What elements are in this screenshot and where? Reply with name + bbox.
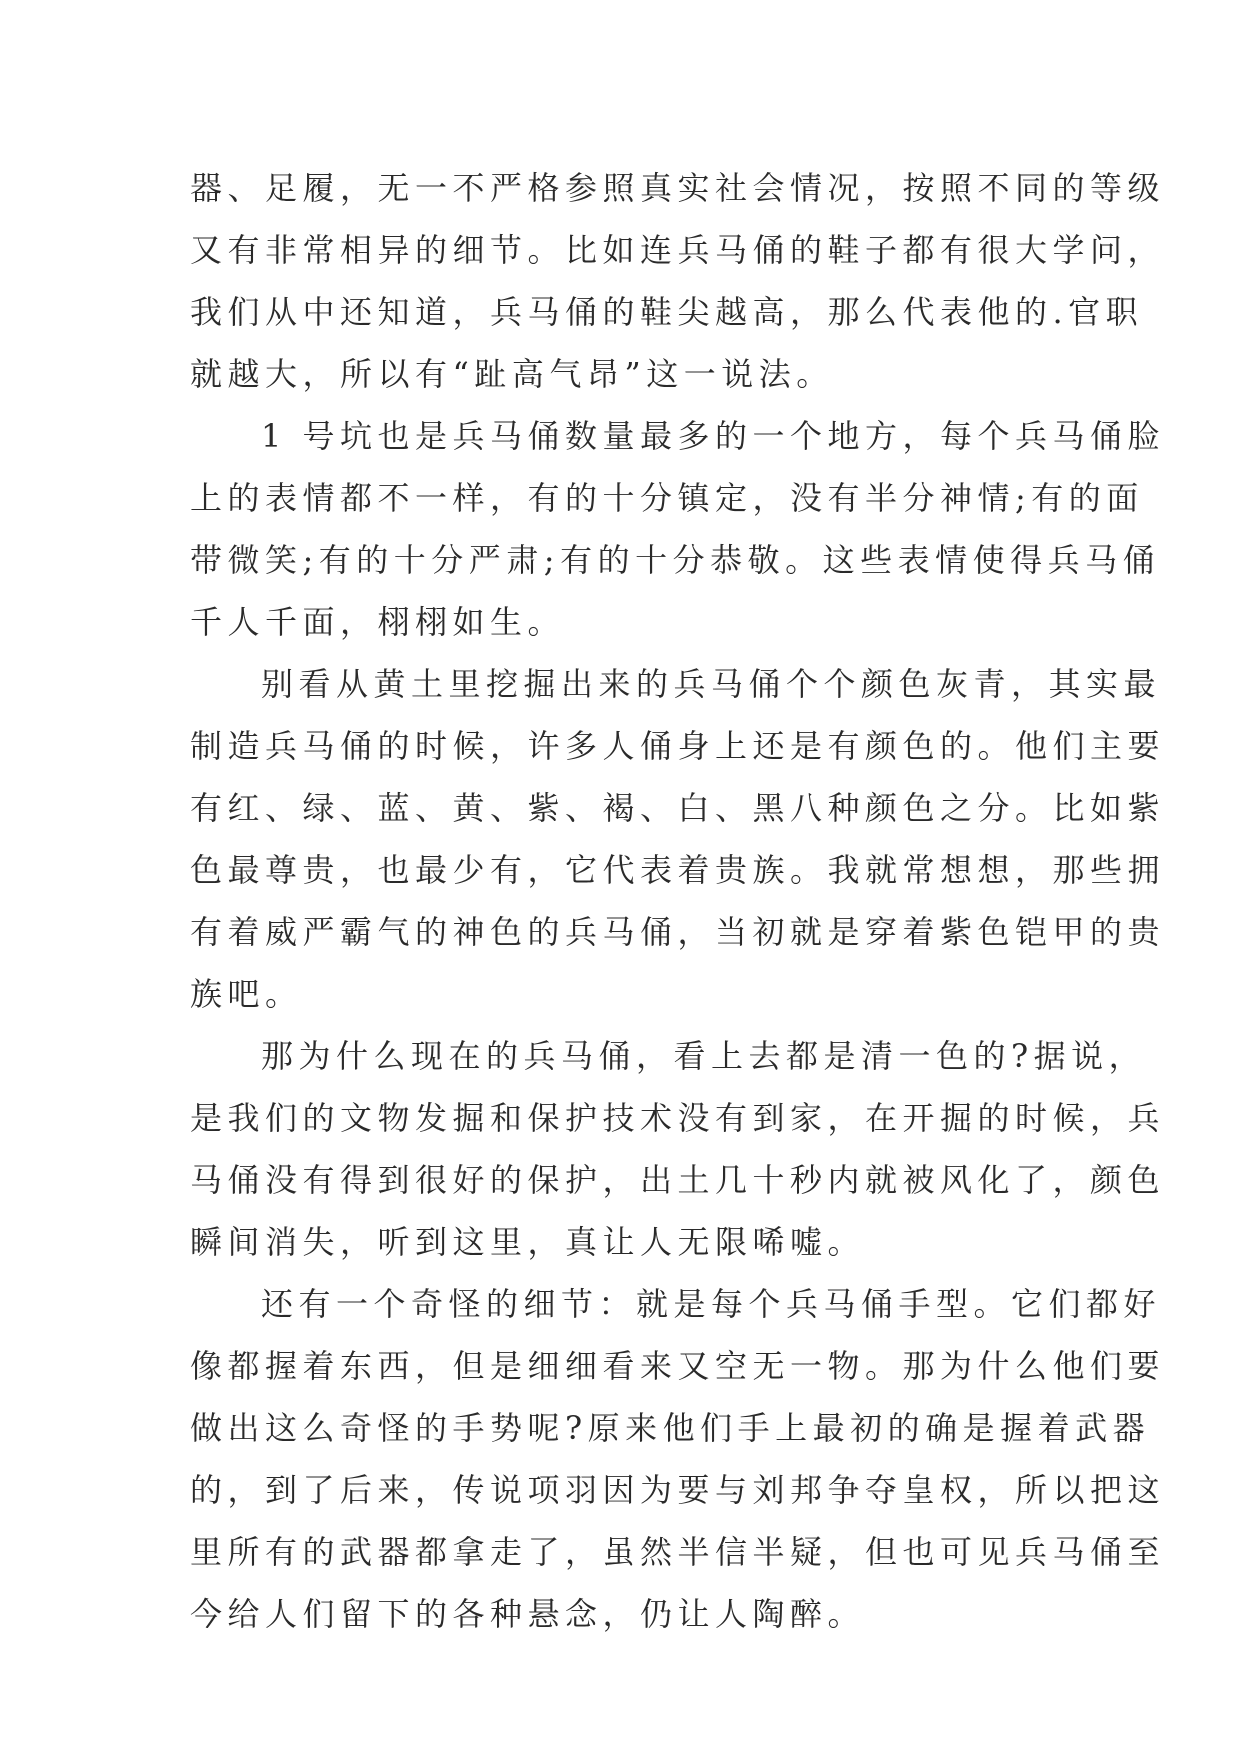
text-line: 有着威严霸气的神色的兵马俑，当初就是穿着紫色铠甲的贵 [190, 913, 1166, 951]
paragraph-2 [190, 405, 1166, 653]
text-line: 又有非常相异的细节。比如连兵马俑的鞋子都有很大学问， [190, 231, 1166, 269]
document-body [190, 157, 1166, 1645]
text-line: 器、足履，无一不严格参照真实社会情况，按照不同的等级 [190, 169, 1166, 207]
text-line: 别看从黄土里挖掘出来的兵马俑个个颜色灰青，其实最 [261, 665, 1162, 703]
paragraph-3 [190, 653, 1166, 1025]
text-line: 像都握着东西，但是细细看来又空无一物。那为什么他们要 [190, 1347, 1166, 1385]
text-line: 的，到了后来，传说项羽因为要与刘邦争夺皇权，所以把这 [190, 1471, 1166, 1509]
text-line: 我们从中还知道，兵马俑的鞋尖越高，那么代表他的.官职 [190, 293, 1144, 331]
text-line: 那为什么现在的兵马俑，看上去都是清一色的?据说， [261, 1037, 1147, 1075]
text-line: 还有一个奇怪的细节：就是每个兵马俑手型。它们都好 [261, 1285, 1162, 1323]
text-line: 马俑没有得到很好的保护，出土几十秒内就被风化了，颜色 [190, 1161, 1166, 1199]
text-line: 上的表情都不一样，有的十分镇定，没有半分神情;有的面 [190, 479, 1144, 517]
paragraph-5 [190, 1273, 1166, 1645]
text-line: 有红、绿、蓝、黄、紫、褐、白、黑八种颜色之分。比如紫 [190, 789, 1166, 827]
paragraph-1 [190, 157, 1166, 405]
text-line: 今给人们留下的各种悬念，仍让人陶醉。 [190, 1595, 866, 1633]
text-line: 做出这么奇怪的手势呢?原来他们手上最初的确是握着武器 [190, 1409, 1151, 1447]
text-line: 瞬间消失，听到这里，真让人无限唏嘘。 [190, 1223, 866, 1261]
text-line: 里所有的武器都拿走了，虽然半信半疑，但也可见兵马俑至 [190, 1533, 1166, 1571]
paragraph-4 [190, 1025, 1166, 1273]
text-line: 就越大，所以有“趾高气昂”这一说法。 [190, 355, 834, 393]
text-line: 色最尊贵，也最少有，它代表着贵族。我就常想想，那些拥 [190, 851, 1166, 889]
text-line: 1 号坑也是兵马俑数量最多的一个地方，每个兵马俑脸 [261, 417, 1166, 455]
text-line: 带微笑;有的十分严肃;有的十分恭敬。这些表情使得兵马俑 [190, 541, 1161, 579]
text-line: 是我们的文物发掘和保护技术没有到家，在开掘的时候，兵 [190, 1099, 1166, 1137]
text-line: 制造兵马俑的时候，许多人俑身上还是有颜色的。他们主要 [190, 727, 1166, 765]
text-line: 族吧。 [190, 975, 303, 1013]
text-line: 千人千面，栩栩如生。 [190, 603, 566, 641]
